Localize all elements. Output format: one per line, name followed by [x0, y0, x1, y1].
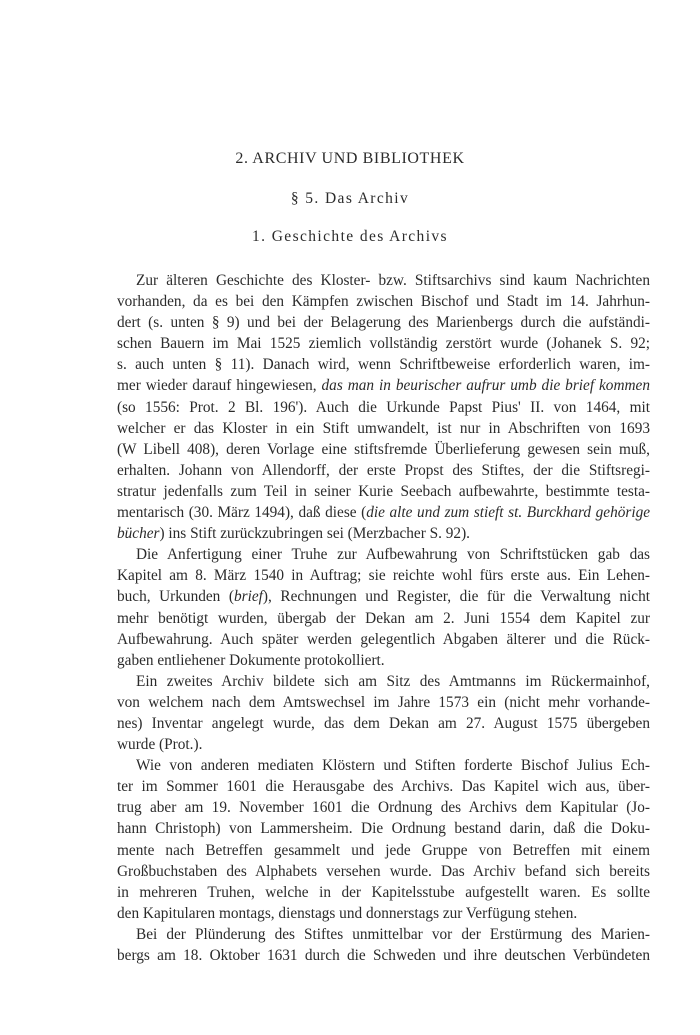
text-line: [117, 481, 650, 502]
text-line: [117, 903, 650, 924]
text-segment: ) ins Stift zurückzubringen sei (Merzbacher S. 92).: [159, 525, 471, 543]
text-line: [117, 671, 650, 692]
text-line: [117, 270, 650, 291]
text-line: [117, 776, 650, 797]
text-line: [117, 565, 650, 586]
text-segment: vorhanden, da es bei den Kämpfen zwischen Bischof und Stadt im 14. Jahrhun-: [117, 293, 650, 311]
text-segment: schen Bauern im Mai 1525 ziemlich vollständig zerstört wurde (Johanek S. 92;: [117, 335, 650, 353]
text-segment: hann Christoph) von Lammersheim. Die Ordnung bestand darin, daß die Doku-: [117, 820, 650, 838]
text-segment: Die Anfertigung einer Truhe zur Aufbewahrung von Schriftstücken gab das: [136, 546, 650, 564]
text-segment: gaben entliehener Dokumente protokolliert.: [117, 651, 385, 669]
text-line: [117, 439, 650, 460]
text-segment: Aufbewahrung. Auch später werden gelegentlich Abgaben älterer und die Rück-: [117, 630, 650, 648]
text-line: [117, 418, 650, 439]
text-line: [117, 629, 650, 650]
text-line: [117, 523, 650, 544]
text-segment: Großbuchstaben des Alphabets versehen wurde. Das Archiv befand sich bereits: [117, 862, 650, 880]
text-line: [117, 586, 650, 607]
text-segment: mer wieder darauf hingewiesen,: [117, 377, 322, 395]
text-line: [117, 650, 650, 671]
text-segment: welcher er das Kloster in ein Stift umwandelt, ist nur in Abschriften von 1693: [117, 419, 650, 437]
body-text: [117, 270, 650, 966]
text-segment: mente nach Betreffen gesammelt und jede Gruppe von Betreffen mit einem: [117, 841, 650, 859]
text-segment: stratur jedenfalls zum Teil in seiner Kurie Seebach aufbewahrte, bestimmte testa-: [117, 482, 650, 500]
text-line: [117, 544, 650, 565]
text-line: [117, 713, 650, 734]
text-line: [117, 882, 650, 903]
text-segment: den Kapitularen montags, dienstags und donnerstags zur Verfügung stehen.: [117, 904, 578, 922]
text-line: [117, 840, 650, 861]
text-line: [117, 312, 650, 333]
text-segment: buch, Urkunden (: [117, 588, 234, 606]
text-segment: erhalten. Johann von Allendorff, der erste Propst des Stiftes, der die Stiftsregi-: [117, 461, 650, 479]
text-segment: nes) Inventar angelegt wurde, das dem Dekan am 27. August 1575 übergeben: [117, 714, 650, 732]
text-line: [117, 692, 650, 713]
section-title: § 5. Das Archiv: [290, 190, 410, 207]
italic-quote: die alte und zum stieft st. Burckhard gehörige: [366, 504, 651, 522]
text-segment: ter im Sommer 1601 die Herausgabe des Archivs. Das Kapitel wich aus, über-: [117, 778, 650, 796]
subsection-title: 1. Geschichte des Archivs: [252, 228, 448, 245]
text-segment: Zur älteren Geschichte des Kloster- bzw. Stiftsarchivs sind kaum Nachrichten: [136, 272, 650, 289]
text-line: [117, 460, 650, 481]
text-segment: mehr benötigt wurden, übergab der Dekan am 2. Juni 1554 dem Kapitel zur: [117, 609, 650, 627]
text-line: [117, 861, 650, 882]
text-segment: mentarisch (30. März 1494), daß diese (: [117, 504, 367, 522]
text-segment: bergs am 18. Oktober 1631 durch die Schweden und ihre deutschen Verbündeten: [117, 947, 650, 964]
text-line: [117, 797, 650, 818]
text-line: [117, 291, 650, 312]
text-segment: trug aber am 19. November 1601 die Ordnung des Archivs dem Kapitular (Jo-: [117, 799, 650, 817]
text-segment: Kapitel am 8. März 1540 in Auftrag; sie reichte wohl fürs erste aus. Ein Lehen-: [117, 567, 650, 585]
text-line: [117, 945, 650, 966]
italic-quote: bücher: [117, 525, 160, 543]
text-line: [117, 608, 650, 629]
text-segment: s. auch unten § 11). Danach wird, wenn Schriftbeweise erforderlich waren, im-: [117, 356, 650, 374]
text-segment: (W Libell 408), deren Vorlage eine stiftsfremde Überlieferung gewesen sein muß,: [117, 440, 650, 458]
text-line: [117, 333, 650, 354]
chapter-title: 2. ARCHIV UND BIBLIOTHEK: [235, 150, 465, 167]
text-segment: von welchem nach dem Amtswechsel im Jahre 1573 ein (nicht mehr vorhande-: [117, 693, 650, 711]
text-line: [117, 818, 650, 839]
text-line: [117, 354, 650, 375]
text-segment: in mehreren Truhen, welche in der Kapitelsstube aufgestellt waren. Es sollte: [117, 883, 650, 901]
text-segment: Ein zweites Archiv bildete sich am Sitz des Amtmanns im Rückermainhof,: [136, 672, 650, 690]
italic-quote: das man in beurischer aufrur umb die brief kommen: [321, 377, 650, 395]
text-line: [117, 502, 650, 523]
text-segment: Wie von anderen mediaten Klöstern und Stiften forderte Bischof Julius Ech-: [136, 757, 650, 775]
text-segment: Bei der Plünderung des Stiftes unmittelbar vor der Erstürmung des Marien-: [136, 925, 650, 943]
text-segment: dert (s. unten § 9) und bei der Belagerung des Marienbergs durch die aufständi-: [117, 314, 650, 332]
text-line: [117, 755, 650, 776]
text-line: [117, 397, 650, 418]
text-line: [117, 734, 650, 755]
text-segment: (so 1556: Prot. 2 Bl. 196'). Auch die Urkunde Papst Pius' II. von 1464, mit: [117, 398, 650, 416]
text-segment: ), Rechnungen und Register, die für die Verwaltung nicht: [262, 588, 650, 606]
text-line: [117, 924, 650, 945]
text-line: [117, 375, 650, 396]
text-segment: wurde (Prot.).: [117, 736, 203, 754]
italic-quote: brief: [233, 588, 263, 606]
